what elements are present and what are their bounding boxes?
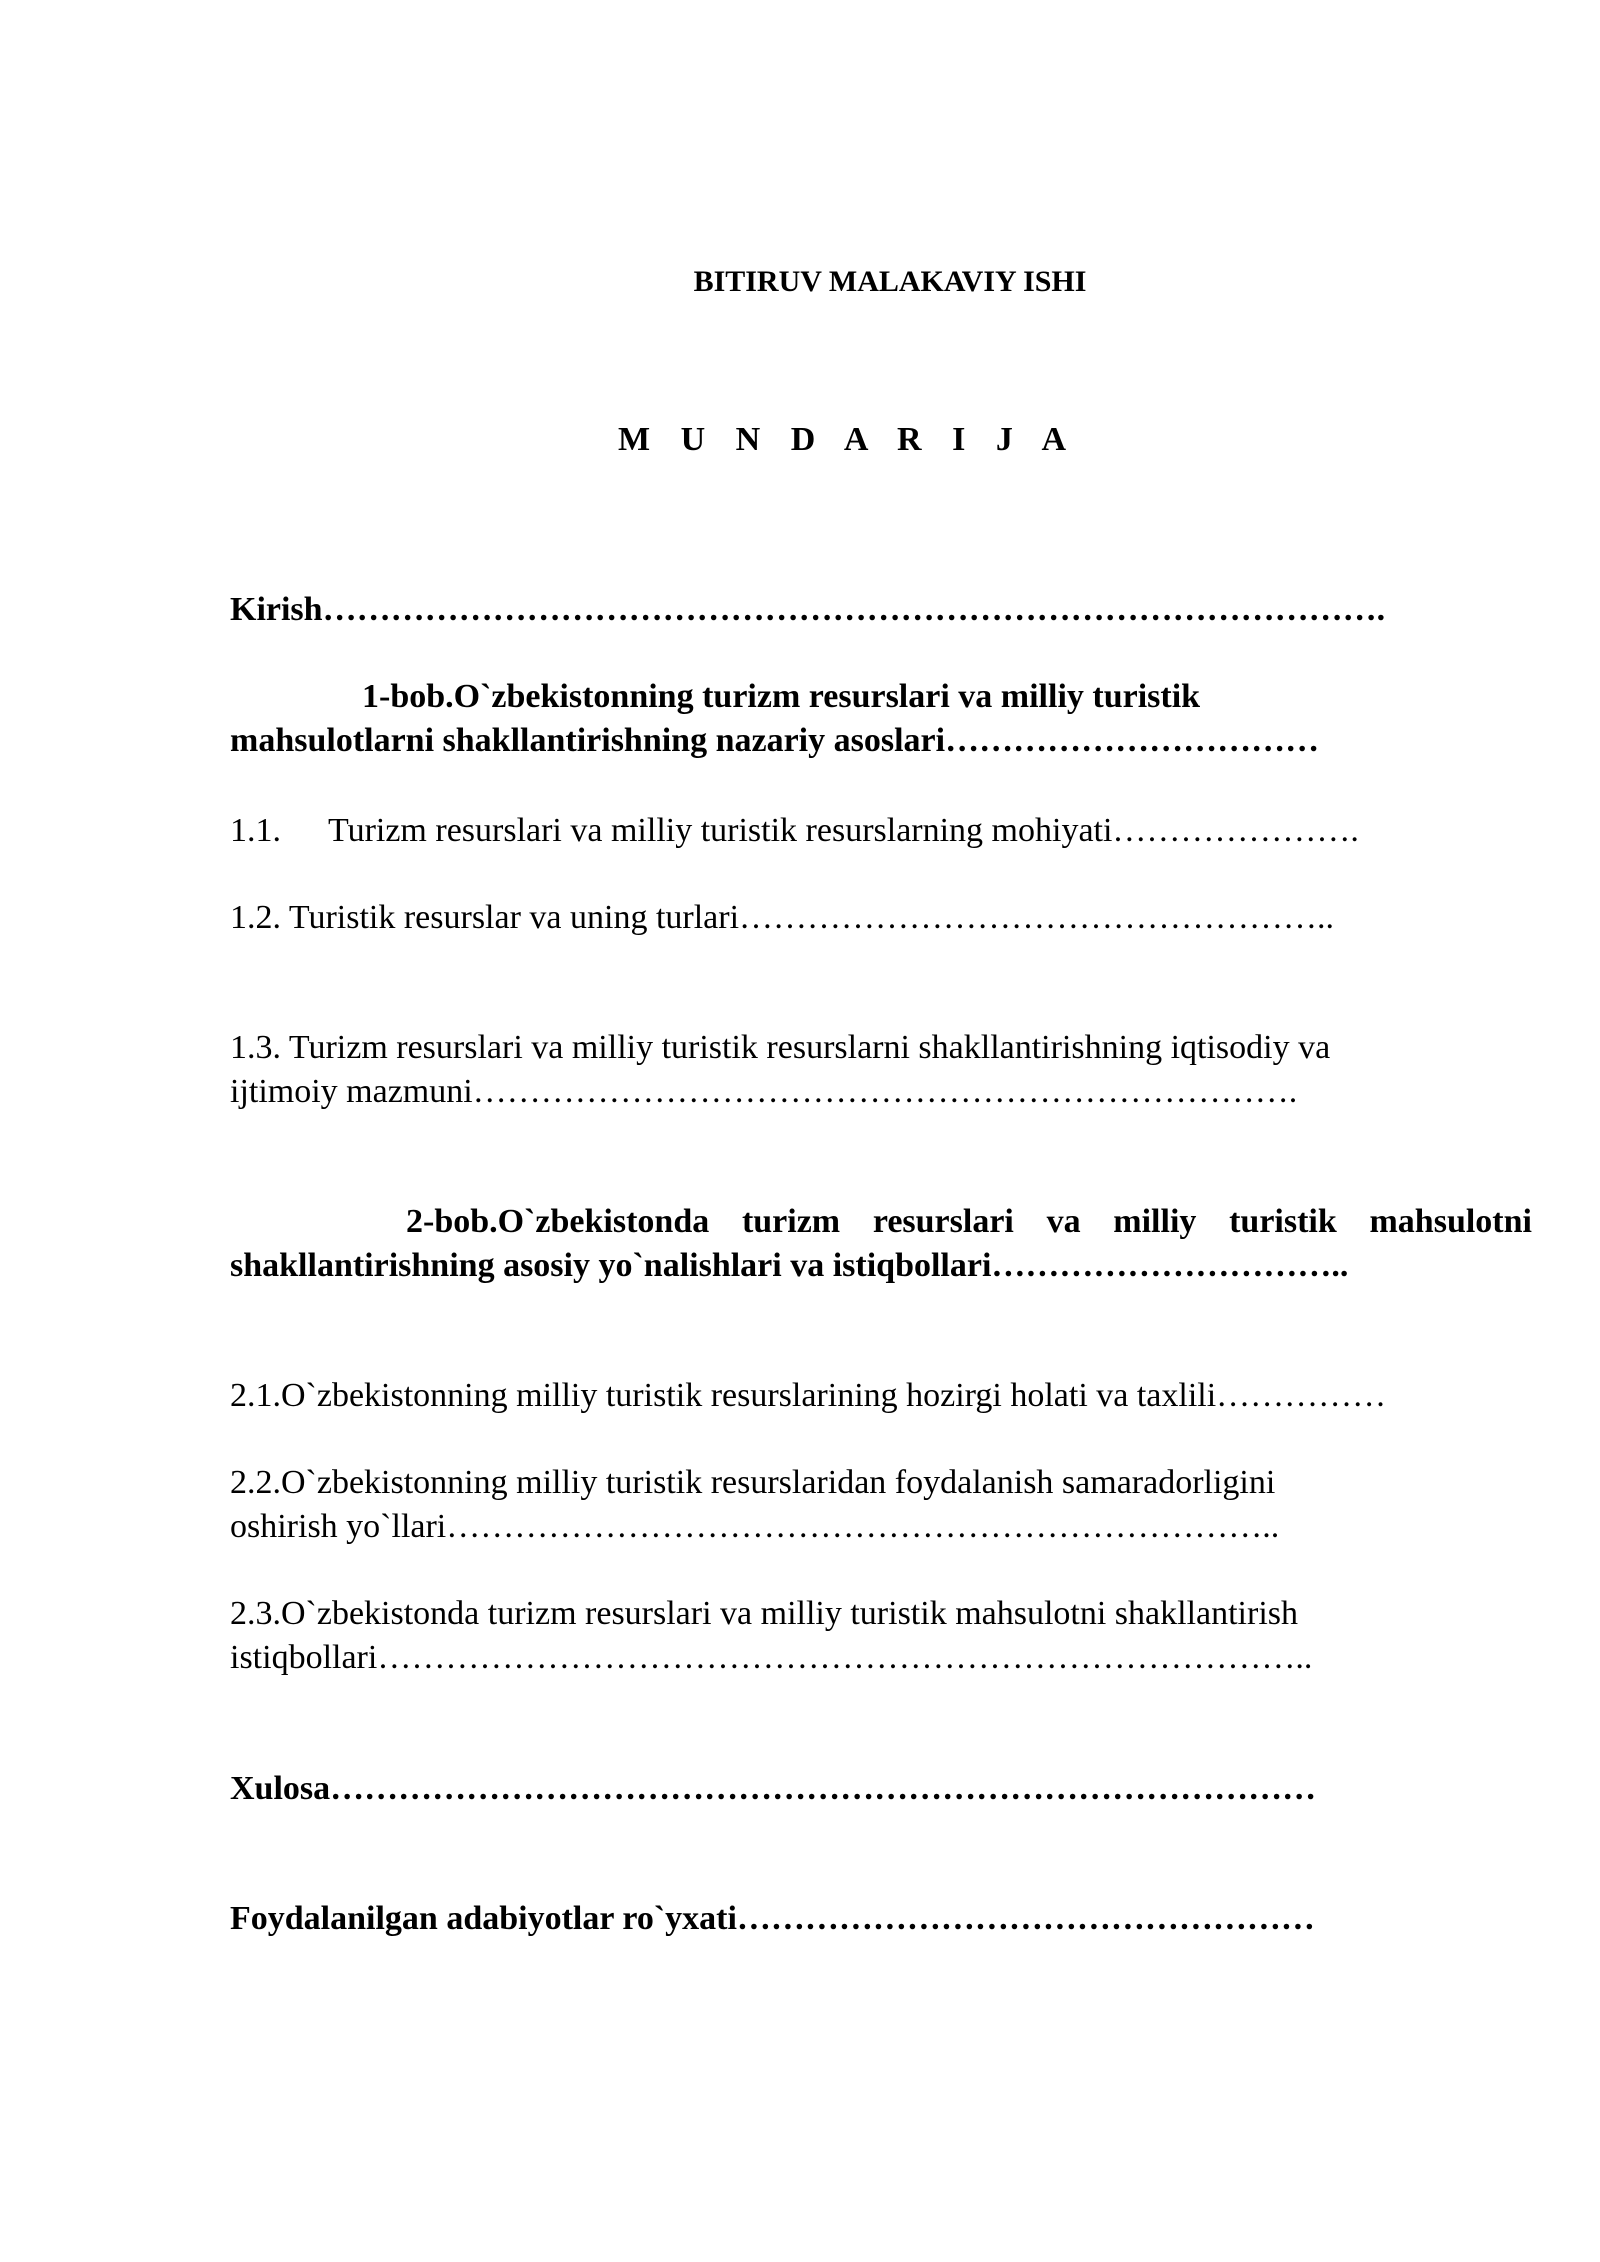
toc-chapter-2-line-1: 2-bob.O`zbekistonda turizm resurslari va milliy turistik mahsulotni (406, 1203, 1532, 1240)
toc-entry-xulosa: Xulosa…………………………………………………………………………… (230, 1770, 1317, 1807)
toc-section-2-2-line-1: 2.2.O`zbekistonning milliy turistik resurslaridan foydalanish samaradorligini (230, 1464, 1276, 1501)
toc-chapter-1-line-1: 1-bob.O`zbekistonning turizm resurslari va milliy turistik (362, 678, 1201, 715)
toc-entry-kirish: Kirish…………………………………………………………………………………. (230, 591, 1386, 628)
toc-section-2-2-line-2: oshirish yo`llari……………………………………………………………….. (230, 1508, 1280, 1545)
toc-section-2-3-line-1: 2.3.O`zbekistonda turizm resurslari va milliy turistik mahsulotni shakllantirish (230, 1595, 1298, 1632)
toc-section-1-3-line-1: 1.3. Turizm resurslari va milliy turistik resurslarni shakllantirishning iqtisodiy va (230, 1029, 1331, 1066)
toc-chapter-2-line-2: shakllantirishning asosiy yo`nalishlari va istiqbollari………………………….. (230, 1247, 1349, 1284)
toc-entry-bibliography: Foydalanilgan adabiyotlar ro`yxati…………………………………………… (230, 1900, 1315, 1937)
contents-heading: M U N D A R I J A (618, 421, 1078, 458)
toc-section-1-3-line-2: ijtimoiy mazmuni………………………………………………………………. (230, 1073, 1298, 1110)
toc-section-2-1: 2.1.O`zbekistonning milliy turistik resurslarining hozirgi holati va taxlili…………… (230, 1377, 1387, 1414)
toc-section-1-1-number: 1.1. (230, 812, 281, 849)
toc-chapter-1-line-2: mahsulotlarni shakllantirishning nazariy asoslari…………………………… (230, 722, 1320, 759)
document-title: BITIRUV MALAKAVIY ISHI (693, 265, 1087, 298)
toc-section-1-2: 1.2. Turistik resurslar va uning turlari…………………………………………….. (230, 899, 1335, 936)
toc-section-2-3-line-2: istiqbollari……………………………………………………………………….. (230, 1639, 1313, 1676)
toc-section-1-1-title: Turizm resurslari va milliy turistik resurslarning mohiyati…………………. (328, 812, 1359, 849)
